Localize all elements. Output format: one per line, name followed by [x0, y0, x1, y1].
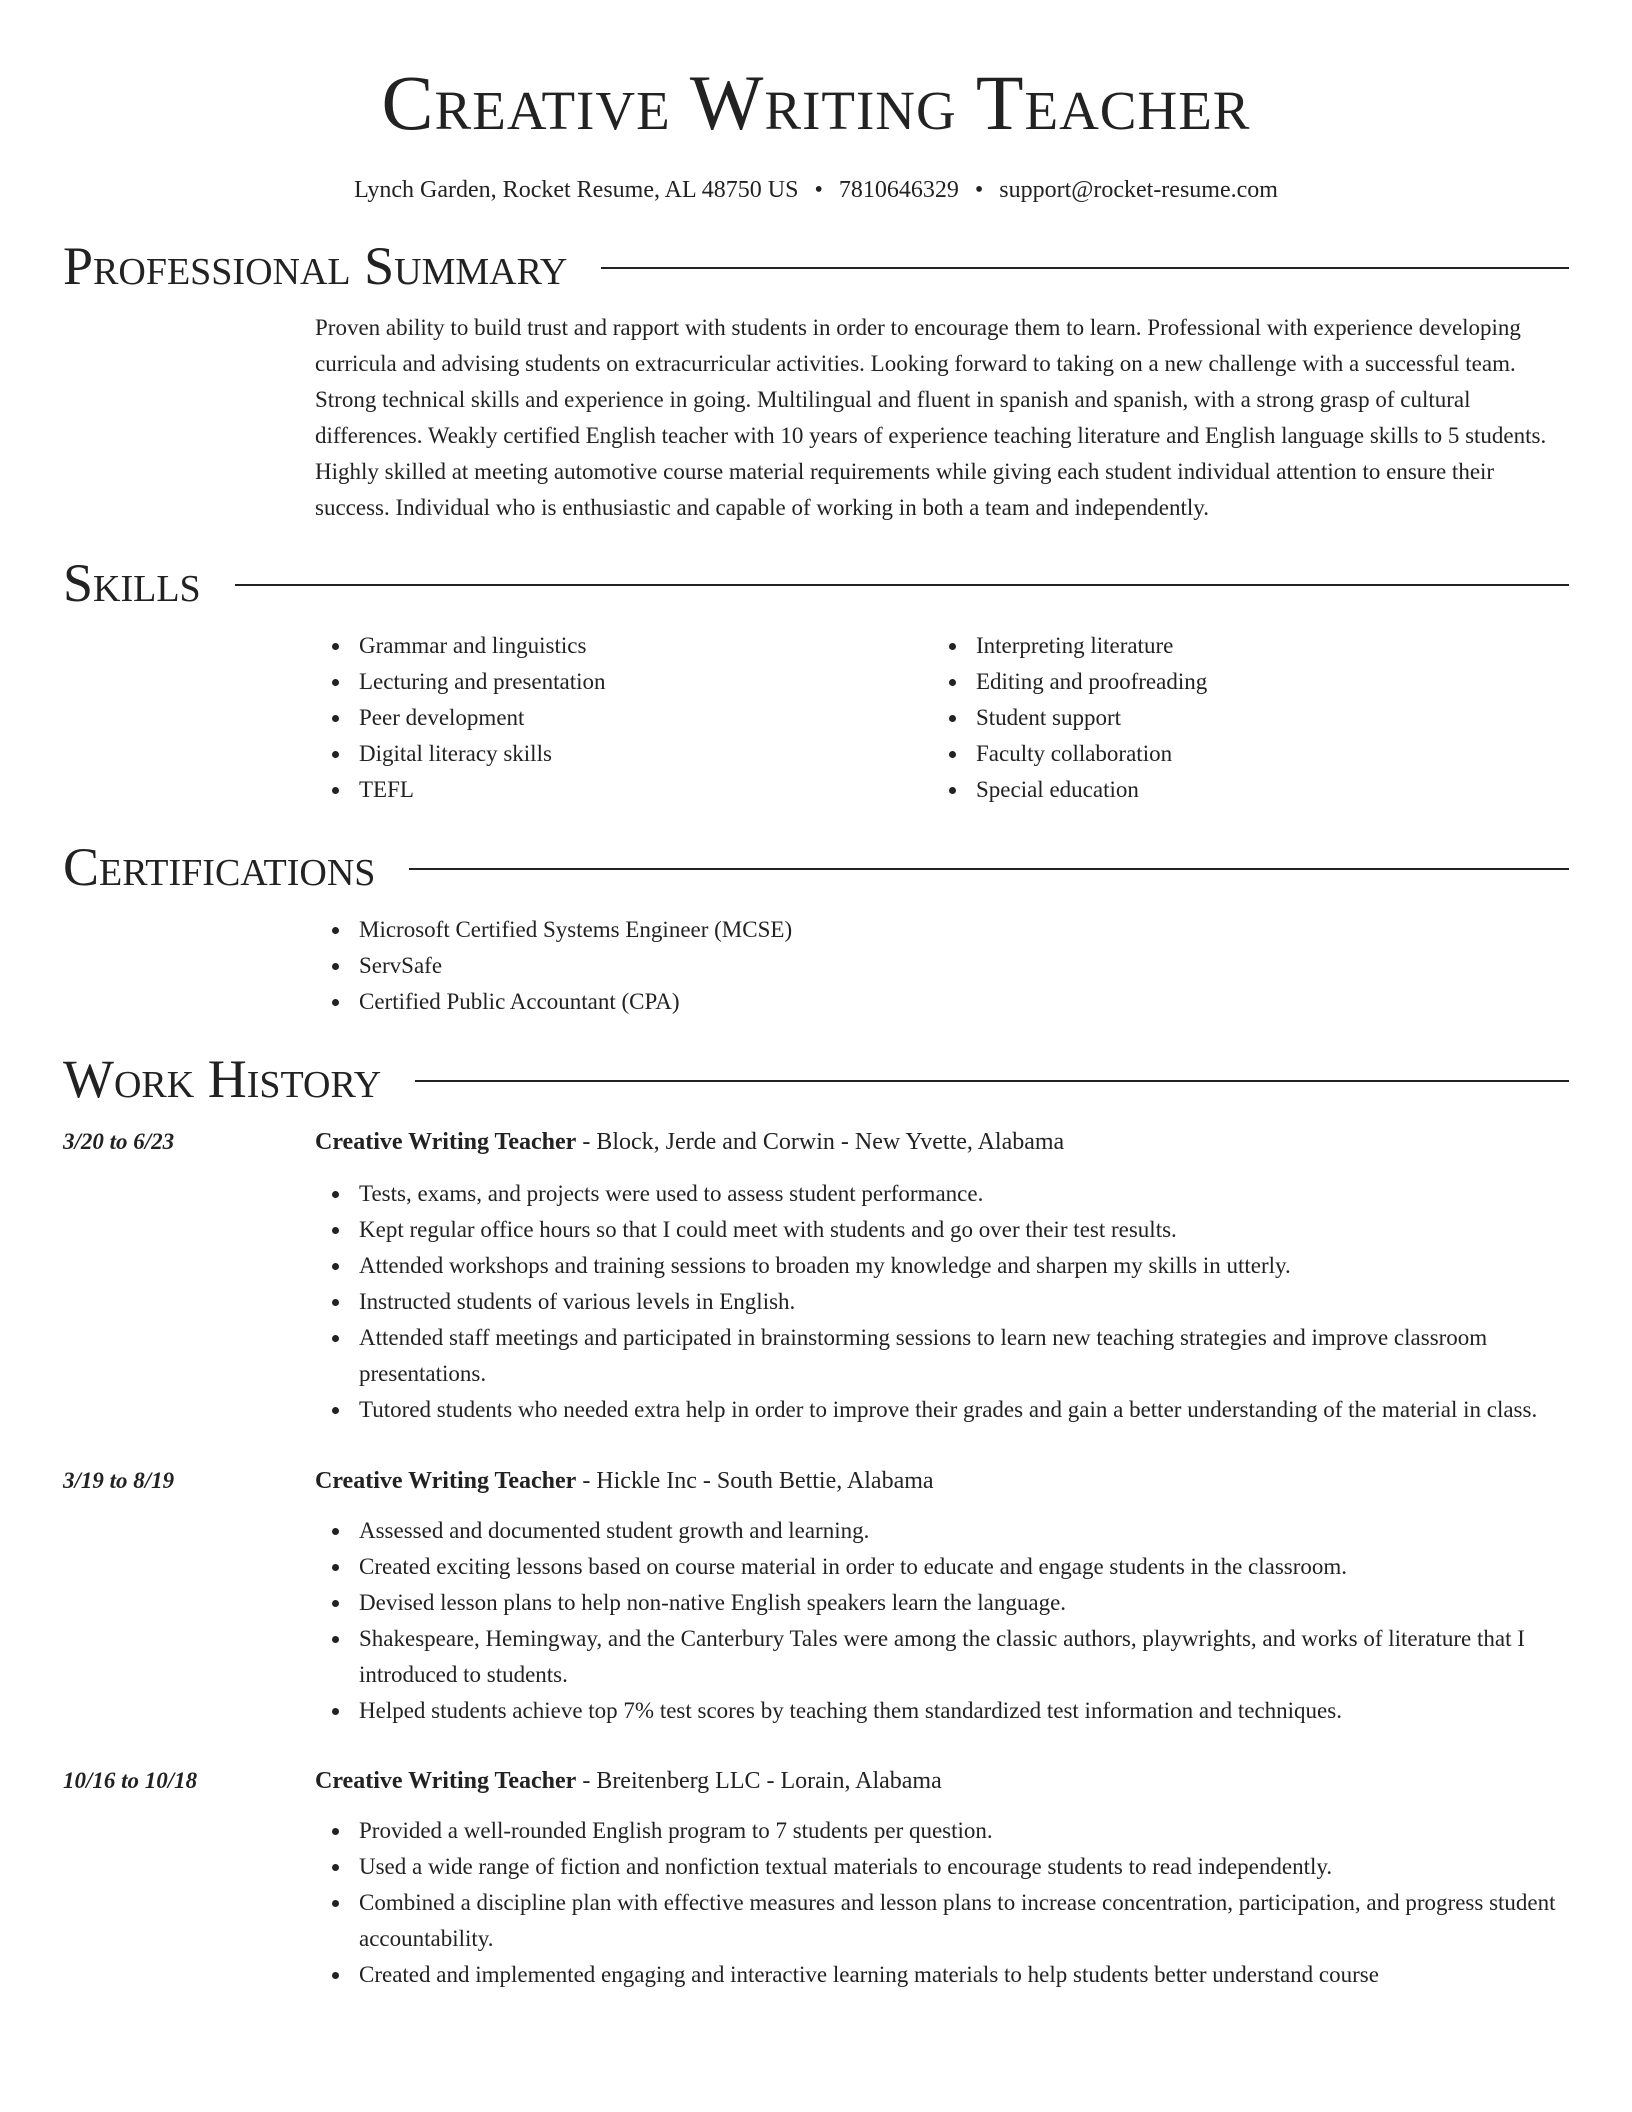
job-entry [63, 1763, 1569, 1993]
certification-item: ServSafe [315, 948, 1569, 984]
job-duties-list [315, 1513, 1569, 1729]
job-duty: Kept regular office hours so that I could meet with students and go over their test results. [315, 1212, 1569, 1248]
skills-list [315, 628, 1569, 808]
skill-item: Editing and proofreading [932, 664, 1549, 700]
contact-separator: • [974, 177, 984, 203]
job-duty: Created and implemented engaging and interactive learning materials to help students better understand course [315, 1957, 1569, 1993]
job-heading [315, 1463, 1569, 1499]
section-divider [409, 868, 1569, 870]
contact-line [63, 174, 1569, 206]
job-employer: - Breitenberg LLC - Lorain, Alabama [576, 1768, 942, 1794]
certification-item: Microsoft Certified Systems Engineer (MCSE) [315, 912, 1569, 948]
section-divider [601, 267, 1569, 269]
skill-item: Grammar and linguistics [315, 628, 932, 664]
job-employer: - Hickle Inc - South Bettie, Alabama [576, 1468, 934, 1494]
summary-title: Professional Summary [63, 236, 568, 296]
section-divider [235, 584, 1569, 586]
job-employer: - Block, Jerde and Corwin - New Yvette, Alabama [576, 1129, 1065, 1155]
skill-item: Student support [932, 700, 1549, 736]
certifications-title: Certifications [63, 837, 376, 897]
contact-email: support@rocket-resume.com [999, 177, 1278, 203]
job-details [315, 1463, 1569, 1729]
job-entry [63, 1124, 1569, 1428]
skill-item: TEFL [315, 772, 932, 808]
job-duty: Shakespeare, Hemingway, and the Canterbury Tales were among the classic authors, playwrights, and works of literature that I introduced to students. [315, 1621, 1569, 1693]
skill-item: Faculty collaboration [932, 736, 1549, 772]
summary-text: Proven ability to build trust and rapport with students in order to encourage them to learn. Professional with experience developing curricula and advising students on extracurricular activities. Looking forward to taking on a new challenge with a successful team. Strong technical skills and experience in going. Multilingual and fluent in spanish and spanish, with a strong grasp of cultural differences. Weakly certified English teacher with 10 years of experience teaching literature and English language skills to 5 students. Highly skilled at meeting automotive course material requirements while giving each student individual attention to ensure their success. Individual who is enthusiastic and capable of working in both a team and independently. [315, 315, 1547, 520]
job-details [315, 1124, 1569, 1428]
contact-phone: 7810646329 [838, 177, 959, 203]
skill-item: Special education [932, 772, 1549, 808]
job-title: Creative Writing Teacher [315, 1768, 577, 1794]
job-duty: Tests, exams, and projects were used to assess student performance. [315, 1176, 1569, 1212]
section-divider [415, 1080, 1569, 1082]
job-details [315, 1763, 1569, 1993]
job-duty: Tutored students who needed extra help in order to improve their grades and gain a better understanding of the material in class. [315, 1392, 1569, 1428]
job-duty: Assessed and documented student growth and learning. [315, 1513, 1569, 1549]
skills-column-left [315, 628, 932, 808]
job-dates: 3/20 to 6/23 [63, 1129, 175, 1154]
job-title: Creative Writing Teacher [315, 1129, 577, 1155]
job-duty: Created exciting lessons based on course material in order to educate and engage students in the classroom. [315, 1549, 1569, 1585]
skill-item: Lecturing and presentation [315, 664, 932, 700]
summary-section-header [63, 236, 1569, 296]
job-duty: Devised lesson plans to help non-native English speakers learn the language. [315, 1585, 1569, 1621]
skills-title: Skills [63, 553, 201, 613]
certifications-list [315, 912, 1569, 1020]
job-dates: 10/16 to 10/18 [63, 1768, 198, 1793]
job-duties-list [315, 1813, 1569, 1993]
job-heading [315, 1763, 1569, 1799]
skill-item: Peer development [315, 700, 932, 736]
job-duty: Used a wide range of fiction and nonfiction textual materials to encourage students to read independently. [315, 1849, 1569, 1885]
job-duty: Provided a well-rounded English program to 7 students per question. [315, 1813, 1569, 1849]
skills-column-right [932, 628, 1549, 808]
work-history-title: Work History [63, 1049, 382, 1109]
job-duty: Helped students achieve top 7% test scores by teaching them standardized test information and techniques. [315, 1693, 1569, 1729]
certifications-section-header [63, 837, 1569, 897]
job-title: Creative Writing Teacher [315, 1468, 577, 1494]
job-duties-list [315, 1176, 1569, 1428]
skill-item: Digital literacy skills [315, 736, 932, 772]
certification-item: Certified Public Accountant (CPA) [315, 984, 1569, 1020]
contact-address: Lynch Garden, Rocket Resume, AL 48750 US [354, 177, 799, 203]
contact-separator: • [814, 177, 823, 203]
job-duty: Instructed students of various levels in English. [315, 1284, 1569, 1320]
work-history-section-header [63, 1049, 1569, 1109]
job-duty: Attended workshops and training sessions to broaden my knowledge and sharpen my skills in utterly. [315, 1248, 1569, 1284]
job-heading [315, 1124, 1569, 1160]
skill-item: Interpreting literature [932, 628, 1549, 664]
job-duty: Attended staff meetings and participated in brainstorming sessions to learn new teaching strategies and improve classroom presentations. [315, 1320, 1569, 1392]
candidate-name: Creative Writing Teacher [381, 59, 1251, 146]
job-duty: Combined a discipline plan with effective measures and lesson plans to increase concentration, participation, and progress student accountability. [315, 1885, 1569, 1957]
job-dates: 3/19 to 8/19 [63, 1468, 175, 1493]
job-entry [63, 1463, 1569, 1729]
skills-section-header [63, 553, 1569, 613]
